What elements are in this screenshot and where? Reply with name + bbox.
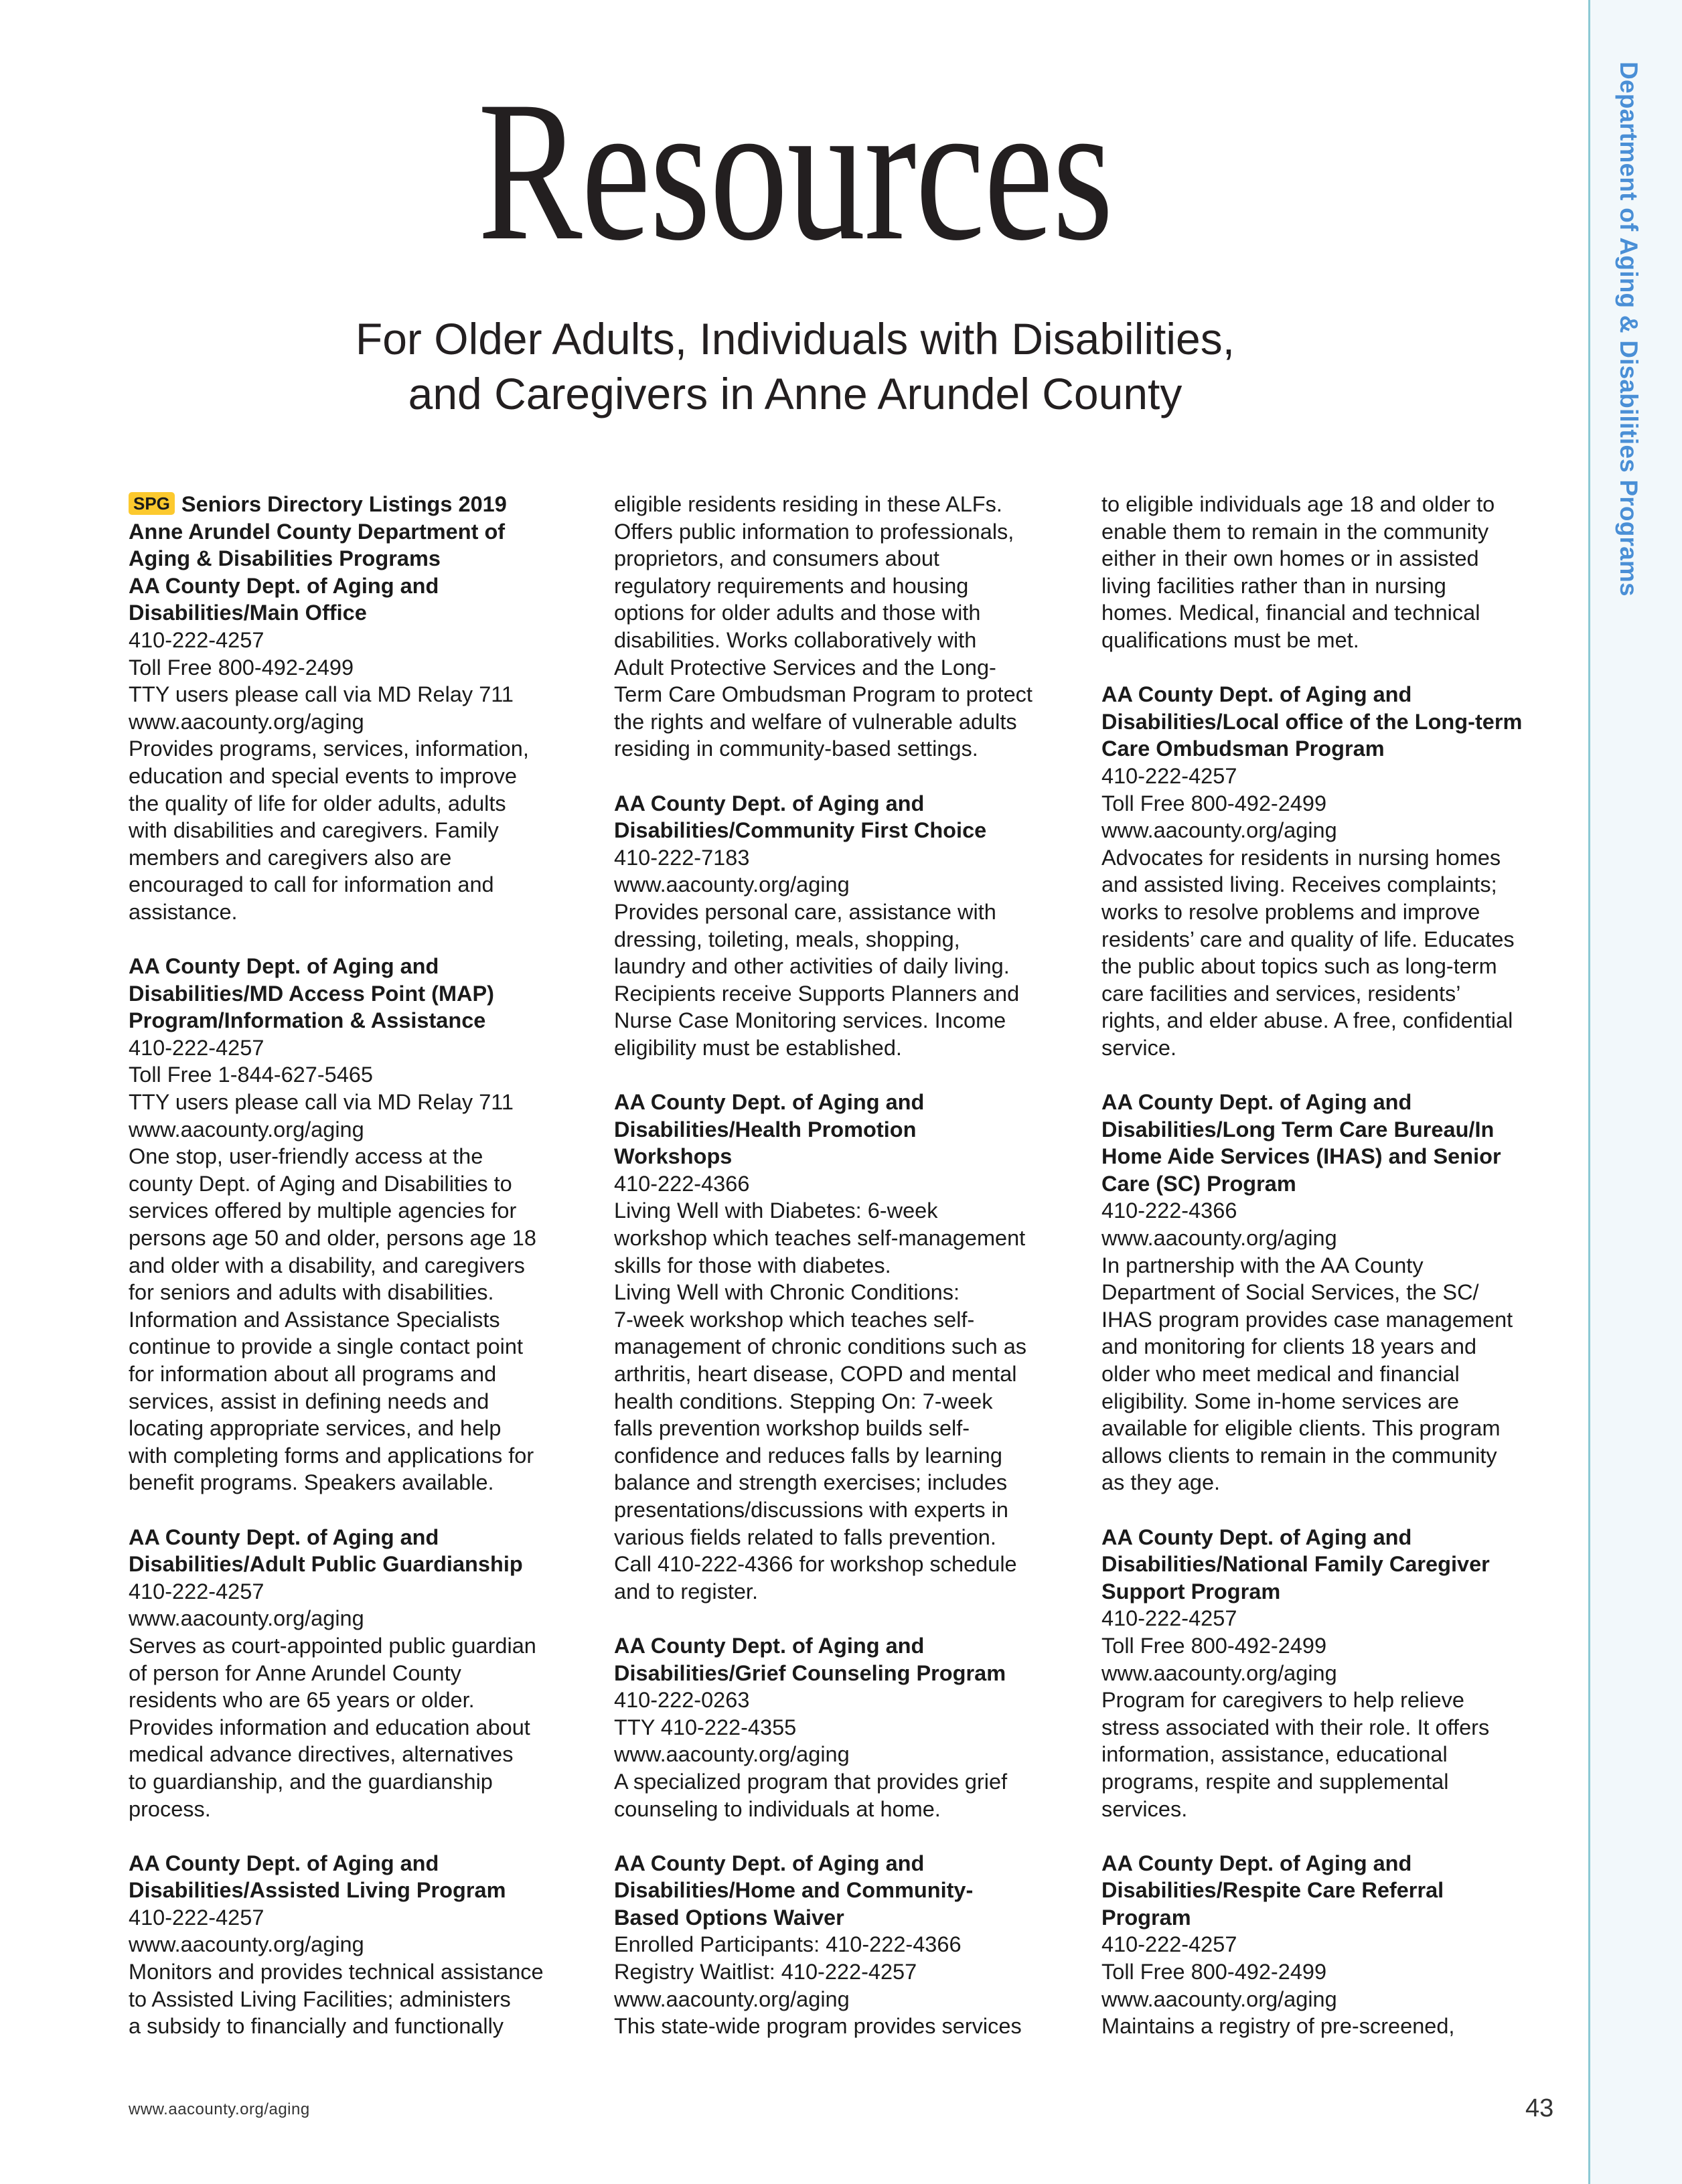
listing-text: Provides personal care, assistance with [614, 899, 996, 924]
listing-text: Department of Social Services, the SC/ [1101, 1280, 1479, 1305]
listing-text: Recipients receive Supports Planners and [614, 981, 1020, 1006]
listing-text: Toll Free 800-492-2499 [1101, 1633, 1327, 1658]
listing-text: and to register. [614, 1579, 758, 1604]
listing-text: confidence and reduces falls by learning [614, 1443, 1002, 1468]
listing-entry [614, 790, 1069, 1062]
listing-entry [129, 1850, 584, 2040]
listing-heading: AA County Dept. of Aging and [614, 1090, 925, 1115]
footer-url: www.aacounty.org/aging [129, 2100, 310, 2118]
listing-heading: Workshops [614, 1144, 733, 1169]
listing-text: dressing, toileting, meals, shopping, [614, 927, 960, 951]
listing-heading: Disabilities/Adult Public Guardianship [129, 1552, 523, 1577]
listing-link[interactable]: www.aacounty.org/aging [1101, 818, 1337, 843]
listing-text: Program for caregivers to help relieve [1101, 1688, 1464, 1713]
listing-entry [1101, 681, 1557, 1061]
listing-entry [1101, 1850, 1557, 2040]
listing-text: to eligible individuals age 18 and older to [1101, 492, 1495, 516]
listing-heading: AA County Dept. of Aging and [1101, 1090, 1412, 1115]
listing-text: One stop, user-friendly access at the [129, 1144, 483, 1169]
listing-text: the quality of life for older adults, adults [129, 791, 506, 815]
listing-text: Provides information and education about [129, 1715, 530, 1739]
listing-heading: Anne Arundel County Department of [129, 519, 506, 544]
listing-heading: Care Ombudsman Program [1101, 736, 1385, 761]
listing-text: with disabilities and caregivers. Family [129, 818, 499, 843]
listing-text: Provides programs, services, information, [129, 736, 529, 761]
subtitle-line: For Older Adults, Individuals with Disabilities, [355, 314, 1235, 364]
listing-heading: AA County Dept. of Aging and [1101, 682, 1412, 707]
listing-heading: Disabilities/Local office of the Long-term [1101, 709, 1523, 734]
listing-text: older who meet medical and financial [1101, 1362, 1460, 1386]
listing-heading: AA County Dept. of Aging and [1101, 1525, 1412, 1549]
listing-text: options for older adults and those with [614, 601, 981, 625]
listing-heading: Disabilities/Home and Community- [614, 1878, 974, 1903]
listing-text: 410-222-4257 [1101, 763, 1237, 788]
listing-text: 410-222-4257 [129, 1905, 264, 1930]
listing-entry [129, 953, 584, 1496]
listing-entry [129, 491, 584, 926]
listing-link[interactable]: www.aacounty.org/aging [129, 1117, 364, 1142]
listing-heading: AA County Dept. of Aging and [129, 573, 439, 598]
listing-heading: Support Program [1101, 1579, 1281, 1604]
listing-text: rights, and elder abuse. A free, confidential [1101, 1008, 1513, 1033]
listing-text: TTY users please call via MD Relay 711 [129, 682, 514, 707]
listing-text: Living Well with Chronic Conditions: [614, 1280, 960, 1305]
listing-heading: Aging & Disabilities Programs [129, 546, 441, 571]
listing-text: regulatory requirements and housing [614, 573, 969, 598]
listing-entry [614, 1089, 1069, 1605]
listing-text: Toll Free 800-492-2499 [1101, 1960, 1327, 1984]
listing-heading: Home Aide Services (IHAS) and Senior [1101, 1144, 1501, 1169]
listing-text: county Dept. of Aging and Disabilities to [129, 1171, 512, 1196]
listing-text: residents who are 65 years or older. [129, 1688, 475, 1713]
listing-heading: Disabilities/Main Office [129, 601, 367, 625]
listing-text: residents’ care and quality of life. Educates [1101, 927, 1515, 951]
listing-link[interactable]: www.aacounty.org/aging [129, 709, 364, 734]
page-number: 43 [1525, 2094, 1554, 2122]
listing-entry [1101, 1089, 1557, 1496]
listing-text: Toll Free 1-844-627-5465 [129, 1063, 373, 1087]
listing-entry [129, 1524, 584, 1823]
listing-text: with completing forms and applications for [129, 1443, 534, 1468]
listing-text: process. [129, 1796, 211, 1821]
listing-text: 410-222-0263 [614, 1688, 750, 1713]
listing-link[interactable]: www.aacounty.org/aging [614, 1986, 850, 2011]
listing-text: education and special events to improve [129, 763, 517, 788]
spg-badge: SPG [129, 492, 175, 515]
listing-text: and older with a disability, and caregivers [129, 1253, 525, 1277]
listing-text: services, assist in defining needs and [129, 1389, 489, 1413]
listing-entry [1101, 491, 1557, 654]
listing-text: stress associated with their role. It offers [1101, 1715, 1490, 1739]
listing-text: balance and strength exercises; includes [614, 1470, 1008, 1495]
listing-text: Nurse Case Monitoring services. Income [614, 1008, 1006, 1033]
listing-text: IHAS program provides case management [1101, 1307, 1513, 1332]
listing-text: as they age. [1101, 1470, 1221, 1495]
listing-text: persons age 50 and older, persons age 18 [129, 1226, 536, 1251]
listing-text: Serves as court-appointed public guardian [129, 1633, 536, 1658]
listing-heading-text: Seniors Directory Listings 2019 [181, 492, 507, 516]
listing-text: homes. Medical, financial and technical [1101, 601, 1480, 625]
listing-heading: Program [1101, 1905, 1191, 1930]
listing-text: benefit programs. Speakers available. [129, 1470, 494, 1495]
listing-entry [1101, 1524, 1557, 1823]
listing-heading: Disabilities/MD Access Point (MAP) [129, 981, 494, 1006]
listing-text: services. [1101, 1796, 1188, 1821]
listing-text: members and caregivers also are [129, 845, 452, 870]
listing-text: the public about topics such as long-term [1101, 954, 1497, 979]
listing-link[interactable]: www.aacounty.org/aging [1101, 1986, 1337, 2011]
listing-text: Advocates for residents in nursing homes [1101, 845, 1501, 870]
side-band [1588, 0, 1682, 2184]
listing-text: Toll Free 800-492-2499 [1101, 791, 1327, 815]
listing-heading: AA County Dept. of Aging and [129, 1851, 439, 1875]
listing-text: proprietors, and consumers about [614, 546, 939, 571]
listing-entry [614, 1632, 1069, 1822]
listing-text: A specialized program that provides grief [614, 1769, 1008, 1794]
listing-text: Living Well with Diabetes: 6-week [614, 1198, 938, 1223]
listing-heading: Disabilities/Grief Counseling Program [614, 1660, 1006, 1685]
listing-text: 410-222-4257 [129, 1035, 264, 1060]
listing-text: falls prevention workshop builds self- [614, 1416, 970, 1441]
listing-link[interactable]: www.aacounty.org/aging [129, 1932, 364, 1957]
listing-text: eligible residents residing in these ALFs. [614, 492, 1002, 516]
listing-text: medical advance directives, alternatives [129, 1742, 514, 1767]
listing-heading: Care (SC) Program [1101, 1171, 1296, 1196]
listing-text: Enrolled Participants: 410-222-4366 [614, 1932, 962, 1957]
listing-text: encouraged to call for information and [129, 872, 494, 897]
listing-text: enable them to remain in the community [1101, 519, 1489, 544]
listing-text: for information about all programs and [129, 1362, 497, 1386]
listing-text: locating appropriate services, and help [129, 1416, 502, 1441]
listing-heading: Disabilities/National Family Caregiver [1101, 1552, 1490, 1577]
listing-text: Call 410-222-4366 for workshop schedule [614, 1552, 1017, 1577]
listing-text: Monitors and provides technical assistance [129, 1960, 544, 1984]
listing-heading: AA County Dept. of Aging and [614, 791, 925, 815]
listing-text: service. [1101, 1035, 1176, 1060]
listing-text: programs, respite and supplemental [1101, 1769, 1449, 1794]
listing-text: eligibility. Some in-home services are [1101, 1389, 1460, 1413]
column-1 [129, 491, 584, 2067]
listing-text: to Assisted Living Facilities; administers [129, 1986, 511, 2011]
listing-text: Term Care Ombudsman Program to protect [614, 682, 1033, 707]
listing-text: health conditions. Stepping On: 7-week [614, 1389, 993, 1413]
listing-entry [614, 491, 1069, 763]
listing-text: workshop which teaches self-management [614, 1226, 1026, 1251]
listing-text: a subsidy to financially and functionally [129, 2014, 504, 2039]
listing-text: skills for those with diabetes. [614, 1253, 891, 1277]
listing-text: works to resolve problems and improve [1101, 899, 1480, 924]
listing-text: 410-222-7183 [614, 845, 750, 870]
listing-heading: Program/Information & Assistance [129, 1008, 486, 1033]
listing-text: eligibility must be established. [614, 1035, 902, 1060]
listing-heading: Disabilities/Community First Choice [614, 818, 987, 843]
listing-text: Registry Waitlist: 410-222-4257 [614, 1960, 917, 1984]
listing-text: presentations/discussions with experts in [614, 1497, 1008, 1522]
listing-entry [614, 1850, 1069, 2040]
listing-text: residing in community-based settings. [614, 736, 978, 761]
listing-heading: Disabilities/Respite Care Referral [1101, 1878, 1444, 1903]
listing-text: 7-week workshop which teaches self- [614, 1307, 975, 1332]
listing-text: TTY 410-222-4355 [614, 1715, 797, 1739]
listing-heading: Disabilities/Long Term Care Bureau/In [1101, 1117, 1495, 1142]
listing-text: either in their own homes or in assisted [1101, 546, 1479, 571]
listing-text: allows clients to remain in the community [1101, 1443, 1497, 1468]
listing-heading [129, 491, 584, 518]
subtitle-line: and Caregivers in Anne Arundel County [408, 369, 1182, 418]
listing-text: 410-222-4366 [1101, 1198, 1237, 1223]
listing-text: Maintains a registry of pre-screened, [1101, 2014, 1455, 2039]
listing-text: qualifications must be met. [1101, 627, 1359, 652]
listing-text: living facilities rather than in nursing [1101, 573, 1446, 598]
column-3 [1101, 491, 1557, 2067]
listing-text: 410-222-4257 [129, 627, 264, 652]
listing-text: 410-222-4257 [1101, 1606, 1237, 1631]
column-2 [614, 491, 1069, 2067]
listing-text: available for eligible clients. This program [1101, 1416, 1501, 1441]
listing-text: 410-222-4257 [1101, 1932, 1237, 1957]
section-side-label: Department of Aging & Disabilities Programs [1615, 62, 1642, 597]
listing-text: Toll Free 800-492-2499 [129, 655, 354, 680]
listing-text: disabilities. Works collaboratively with [614, 627, 977, 652]
listing-text: care facilities and services, residents’ [1101, 981, 1461, 1006]
page-subtitle [0, 311, 1590, 421]
listing-text: laundry and other activities of daily living. [614, 954, 1010, 979]
listing-heading: AA County Dept. of Aging and [1101, 1851, 1412, 1875]
listing-text: counseling to individuals at home. [614, 1796, 941, 1821]
listing-text: assistance. [129, 899, 238, 924]
listing-link[interactable]: www.aacounty.org/aging [1101, 1226, 1337, 1251]
listing-text: Offers public information to professionals, [614, 519, 1014, 544]
listing-heading: Disabilities/Health Promotion [614, 1117, 917, 1142]
listing-text: arthritis, heart disease, COPD and mental [614, 1362, 1017, 1386]
listing-text: information, assistance, educational [1101, 1742, 1448, 1767]
listing-text: This state-wide program provides services [614, 2014, 1022, 2039]
listing-heading: AA County Dept. of Aging and [129, 954, 439, 979]
listing-link[interactable]: www.aacounty.org/aging [614, 1742, 850, 1767]
listing-heading: AA County Dept. of Aging and [614, 1633, 925, 1658]
listing-heading: Disabilities/Assisted Living Program [129, 1878, 506, 1903]
listing-text: and assisted living. Receives complaints; [1101, 872, 1497, 897]
listing-text: Information and Assistance Specialists [129, 1307, 500, 1332]
listing-text: TTY users please call via MD Relay 711 [129, 1090, 514, 1115]
listing-text: management of chronic conditions such as [614, 1334, 1027, 1359]
page-title: Resources [477, 60, 1113, 282]
listing-text: 410-222-4257 [129, 1579, 264, 1604]
listing-link[interactable]: www.aacounty.org/aging [129, 1606, 364, 1631]
listing-text: 410-222-4366 [614, 1171, 750, 1196]
listing-text: for seniors and adults with disabilities. [129, 1280, 494, 1305]
listing-text: and monitoring for clients 18 years and [1101, 1334, 1477, 1359]
listing-text: services offered by multiple agencies for [129, 1198, 517, 1223]
listing-text: the rights and welfare of vulnerable adults [614, 709, 1017, 734]
listing-text: Adult Protective Services and the Long- [614, 655, 996, 680]
listing-text: to guardianship, and the guardianship [129, 1769, 493, 1794]
listing-text: In partnership with the AA County [1101, 1253, 1424, 1277]
listing-text: of person for Anne Arundel County [129, 1660, 461, 1685]
listing-link[interactable]: www.aacounty.org/aging [1101, 1660, 1337, 1685]
listing-link[interactable]: www.aacounty.org/aging [614, 872, 850, 897]
listing-heading: AA County Dept. of Aging and [129, 1525, 439, 1549]
listing-heading: Based Options Waiver [614, 1905, 844, 1930]
listing-text: continue to provide a single contact point [129, 1334, 523, 1359]
listing-heading: AA County Dept. of Aging and [614, 1851, 925, 1875]
listing-text: various fields related to falls prevention. [614, 1525, 996, 1549]
